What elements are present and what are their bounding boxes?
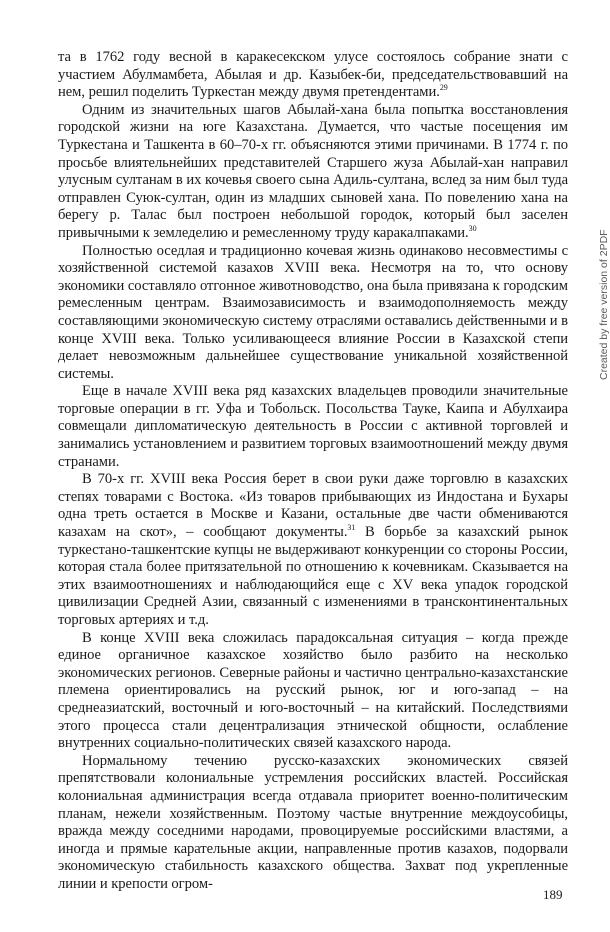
paragraph-7-text: Нормальному течению русско-казахских экономических связей препятствовали колониальные устремления российских властей. Российская колониальная администрация всегда отдавала приоритет военно-политическим планам, нежели хозяйственным. Поэтому частые внутренние междоусобицы, вражда между соседними народами, провоцируемые российскими властями, а иногда и прямые карательные акции, направленные против казахов, подорвали экономическую стабильность казахского общества. Захват под укрепленные линии и крепости огром- (58, 752, 568, 892)
paragraph-2-text: Одним из значительных шагов Абылай-хана была попытка восстановления городской жизни на юге Казахстана. Думается, что частые посещения им Туркестана и Ташкента в 60–70-х гг. объясняются этими причинами. В 1774 г. по просьбе влиятельнейших представителей Старшего жуза Абылай-хан направил улусным султанам в их кочевья своего сына Адиль-султана, вслед за ним был туда отправлен Суюк-султан, один из младших сыновей хана. По повелению хана на берегу р. Талас был построен небольшой городок, который был заселен привычными к земледелию и ремесленному труду каракалпаками. (58, 101, 568, 241)
paragraph-3-text: Полностью оседлая и традиционно кочевая жизнь одинаково несовместимы с хозяйственной системой казахов XVIII века. Несмотря на то, что основу экономики составляло отгонное животноводство, она была привязана к городским ремесленным центрам. Взаимозависимость и взаимодополняемость между составляющими экономическую систему отраслями оставались действенными и в конце XVIII века. Только усиливающееся влияние России в Казахской степи делает невозможным дальнейшее существование уникальной хозяйственной системы. (58, 242, 568, 382)
footnote-ref-31[interactable]: 31 (347, 523, 356, 533)
paragraph-1 (58, 49, 568, 102)
paragraph-7 (58, 753, 568, 894)
footnote-ref-30[interactable]: 30 (468, 224, 477, 234)
paragraph-6 (58, 630, 568, 753)
page-body (58, 49, 568, 894)
paragraph-5 (58, 471, 568, 629)
paragraph-4-text: Еще в начале XVIII века ряд казахских владельцев проводили значительные торговые операции в гг. Уфа и Тобольск. Посольства Тауке, Каипа и Абулхаира совмещали дипломатическую деятельность в России с активной торговлей и занимались установлением и развитием торговых взаимоотношений между двумя странами. (58, 383, 568, 470)
paragraph-5-text: В 70-х гг. XVIII века Россия берет в свои руки даже торговлю в казахских степях товарами с Востока. «Из товаров прибывающих из Индостана и Бухары одна треть остается в Москве и Казани, остальные две части обмениваются казахам на скот», – сообщают документы. (58, 471, 568, 541)
paragraph-6-text: В конце XVIII века сложилась парадоксальная ситуация – когда прежде единое органичное казахское хозяйство было разбито на несколько экономических регионов. Северные районы и частично центрально-казахстанские племена ориентировались на русский рынок, юг и юго-запад – на среднеазиатский, восточный и юго-восточный – на китайский. Последствиями этого процесса стали децентрализация этнической общности, ослабление внутренних социально-политических связей казахского народа. (58, 629, 568, 752)
paragraph-4 (58, 383, 568, 471)
paragraph-2 (58, 102, 568, 243)
page-number: 189 (543, 887, 563, 902)
watermark-text: Created by free version of 2PDF (598, 229, 610, 380)
paragraph-3 (58, 243, 568, 384)
footnote-ref-29[interactable]: 29 (439, 83, 448, 93)
watermark (571, 210, 610, 380)
paragraph-5-tail: В борьбе за казахский рынок туркестано-ташкентские купцы не выдерживают конкуренции со стороны России, которая стала более притязательной по отношению к кочевникам. Сказывается на этих взаимоотношениях и наблюдающийся еще с XV века упадок городской цивилизации Средней Азии, связанный с изменениями в трансконтинентальных торговых артериях и т.д. (58, 524, 568, 628)
paragraph-1-text: та в 1762 году весной в каракесекском улусе состоялось собрание знати с участием Абулмамбета, Абылая и др. Казыбек-би, председательствовавший на нем, решил поделить Туркестан между двумя претендентами. (58, 49, 568, 101)
